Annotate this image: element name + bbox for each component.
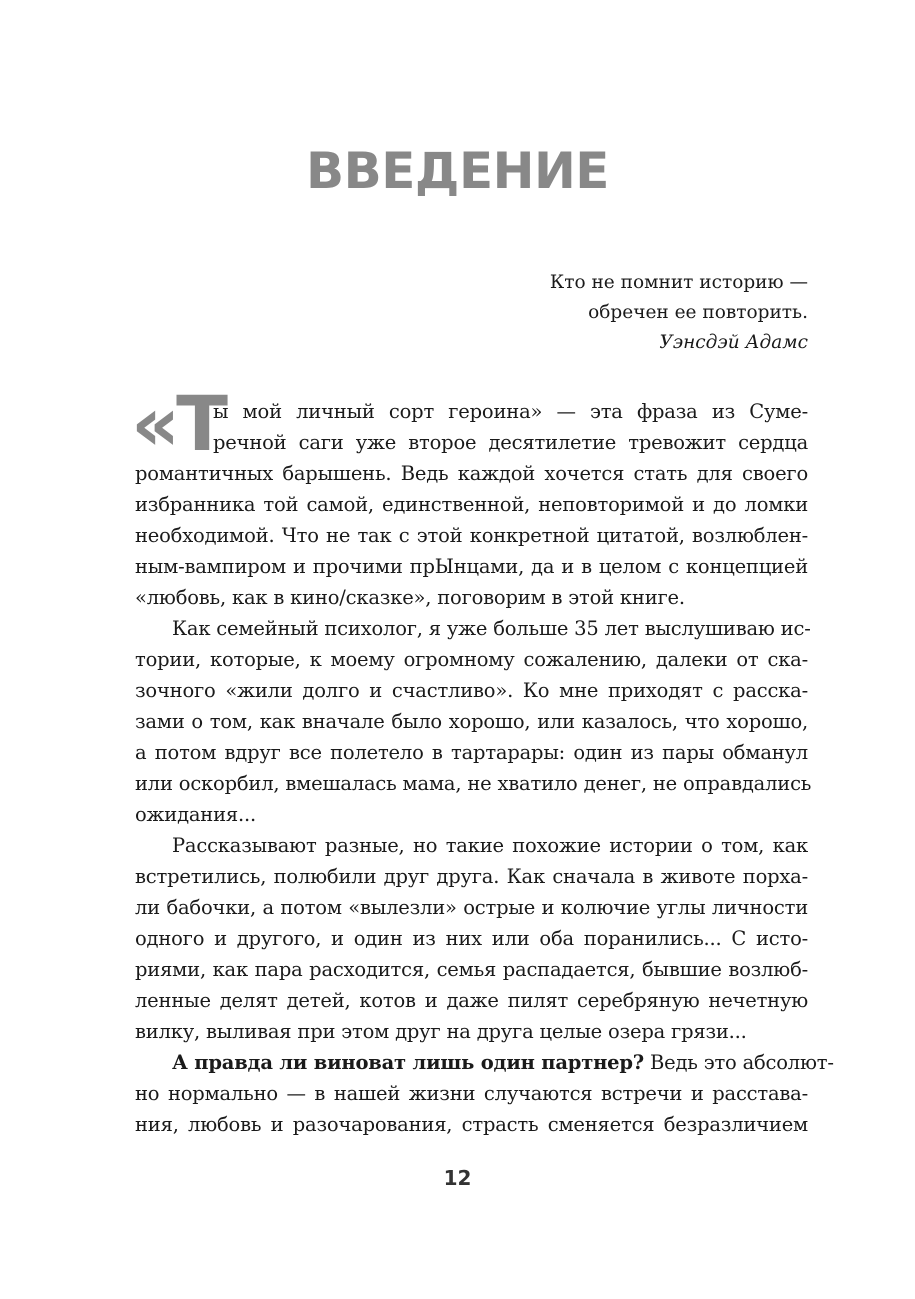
text-line: Как семейный психолог, я уже больше 35 лет выслушиваю ис- xyxy=(172,617,811,640)
drop-cap: «Т xyxy=(131,379,224,468)
epigraph-line-2: обречен ее повторить. xyxy=(588,302,808,323)
text-line: риями, как пара расходится, семья распадается, бывшие возлюб- xyxy=(135,958,808,981)
text-line: ленные делят детей, котов и даже пилят серебряную нечетную xyxy=(135,989,808,1012)
text-line: избранника той самой, единственной, неповторимой и до ломки xyxy=(135,493,808,516)
text-line: речной саги уже второе десятилетие тревожит сердца xyxy=(213,431,808,454)
epigraph-line-1: Кто не помнит историю — xyxy=(549,272,808,293)
text-line: ным-вампиром и прочими прЫнцами, да и в целом с концепцией xyxy=(135,555,808,578)
text-line: ния, любовь и разочарования, страсть сменяется безразличием xyxy=(135,1113,808,1136)
epigraph xyxy=(550,268,808,358)
text-line: тории, которые, к моему огромному сожалению, далеки от ска- xyxy=(135,648,808,671)
text-line: «любовь, как в кино/сказке», поговорим в этой книге. xyxy=(135,586,685,609)
text-line: ы мой личный сорт героина» — эта фраза из Суме- xyxy=(213,400,808,423)
epigraph-author: Уэнсдэй Адамс xyxy=(659,332,808,353)
text-line: зами о том, как вначале было хорошо, или казалось, что хорошо, xyxy=(135,710,808,733)
text-line: одного и другого, и один из них или оба поранились... С исто- xyxy=(135,927,808,950)
text-line: ли бабочки, а потом «вылезли» острые и колючие углы личности xyxy=(135,896,808,919)
bold-question: А правда ли виноват лишь один партнер? xyxy=(172,1051,645,1074)
text-fragment: Ведь это абсолют- xyxy=(644,1051,834,1074)
text-line: а потом вдруг все полетело в тартарары: один из пары обманул xyxy=(135,741,808,764)
page-number: 12 xyxy=(443,1166,472,1190)
text-line xyxy=(172,1047,834,1079)
text-line: вилку, выливая при этом друг на друга целые озера грязи... xyxy=(135,1020,747,1043)
chapter-title: ВВЕДЕНИЕ xyxy=(306,142,609,200)
text-line: или оскорбил, вмешалась мама, не хватило денег, не оправдались xyxy=(135,772,812,795)
text-line: романтичных барышень. Ведь каждой хочется стать для своего xyxy=(135,462,808,485)
text-line: зочного «жили долго и счастливо». Ко мне приходят с расска- xyxy=(135,679,808,702)
text-line: встретились, полюбили друг друга. Как сначала в животе порха- xyxy=(135,865,808,888)
text-line: но нормально — в нашей жизни случаются встречи и расстава- xyxy=(135,1082,808,1105)
text-line: ожидания... xyxy=(135,803,256,826)
text-line: Рассказывают разные, но такие похожие истории о том, как xyxy=(172,834,808,857)
text-line: необходимой. Что не так с этой конкретной цитатой, возлюблен- xyxy=(135,524,808,547)
